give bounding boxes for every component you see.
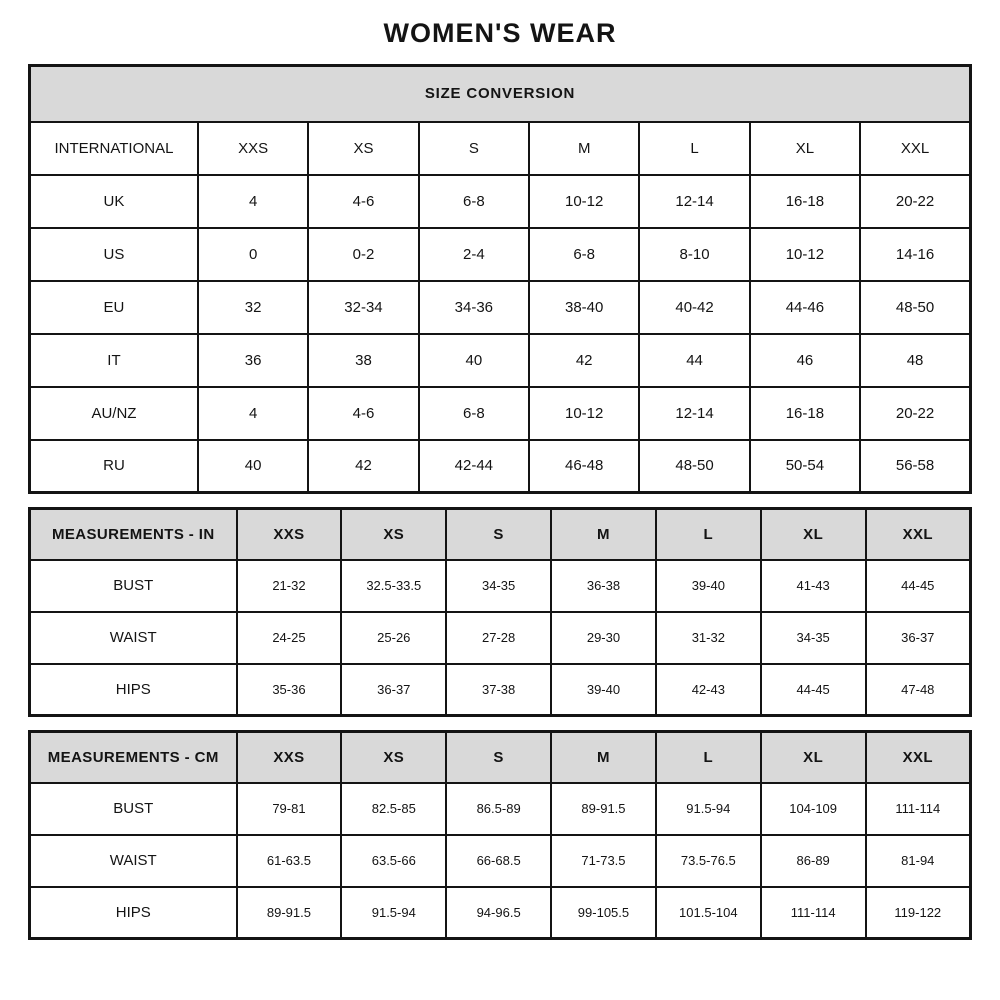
value-cell: 10-12 <box>529 175 639 228</box>
measurements-cm-table <box>28 730 972 940</box>
value-cell: M <box>529 122 639 175</box>
value-cell: 38 <box>308 334 418 387</box>
value-cell: 99-105.5 <box>551 887 656 939</box>
value-cell: 111-114 <box>761 887 866 939</box>
value-cell: 39-40 <box>551 664 656 716</box>
size-column-header: XL <box>761 732 866 783</box>
value-cell: 48 <box>860 334 970 387</box>
value-cell: 35-36 <box>237 664 342 716</box>
table-row <box>30 175 971 228</box>
table-row <box>30 835 971 887</box>
value-cell: 63.5-66 <box>341 835 446 887</box>
value-cell: 42 <box>529 334 639 387</box>
measurements-in-table <box>28 507 972 717</box>
table-row <box>30 664 971 716</box>
value-cell: 42 <box>308 440 418 493</box>
size-column-header: XS <box>341 732 446 783</box>
value-cell: 44 <box>639 334 749 387</box>
value-cell: 34-35 <box>761 612 866 664</box>
table-corner-header: MEASUREMENTS - CM <box>30 732 237 783</box>
value-cell: S <box>419 122 529 175</box>
value-cell: 37-38 <box>446 664 551 716</box>
table-row <box>30 560 971 612</box>
value-cell: 6-8 <box>419 175 529 228</box>
value-cell: 56-58 <box>860 440 970 493</box>
value-cell: 101.5-104 <box>656 887 761 939</box>
value-cell: 29-30 <box>551 612 656 664</box>
value-cell: 27-28 <box>446 612 551 664</box>
row-label-cell: HIPS <box>30 664 237 716</box>
row-label-cell: EU <box>30 281 198 334</box>
value-cell: 46-48 <box>529 440 639 493</box>
value-cell: 40 <box>198 440 308 493</box>
value-cell: 0-2 <box>308 228 418 281</box>
size-column-header: XXL <box>866 732 971 783</box>
value-cell: 42-44 <box>419 440 529 493</box>
value-cell: 6-8 <box>529 228 639 281</box>
value-cell: 4-6 <box>308 175 418 228</box>
size-conversion-header: SIZE CONVERSION <box>30 66 971 122</box>
value-cell: 44-45 <box>866 560 971 612</box>
value-cell: 111-114 <box>866 783 971 835</box>
value-cell: XL <box>750 122 860 175</box>
value-cell: 8-10 <box>639 228 749 281</box>
size-column-header: M <box>551 509 656 560</box>
value-cell: 50-54 <box>750 440 860 493</box>
value-cell: 32.5-33.5 <box>341 560 446 612</box>
value-cell: 4-6 <box>308 387 418 440</box>
value-cell: 86.5-89 <box>446 783 551 835</box>
value-cell: 79-81 <box>237 783 342 835</box>
table-row <box>30 887 971 939</box>
value-cell: 4 <box>198 175 308 228</box>
value-cell: 81-94 <box>866 835 971 887</box>
value-cell: 36-37 <box>866 612 971 664</box>
value-cell: 24-25 <box>237 612 342 664</box>
value-cell: 34-36 <box>419 281 529 334</box>
value-cell: 36-37 <box>341 664 446 716</box>
value-cell: 36-38 <box>551 560 656 612</box>
value-cell: 32-34 <box>308 281 418 334</box>
table-header-row <box>30 509 971 560</box>
value-cell: 47-48 <box>866 664 971 716</box>
row-label-cell: WAIST <box>30 612 237 664</box>
row-label-cell: AU/NZ <box>30 387 198 440</box>
value-cell: 104-109 <box>761 783 866 835</box>
row-label-cell: HIPS <box>30 887 237 939</box>
value-cell: 94-96.5 <box>446 887 551 939</box>
size-column-header: XXL <box>866 509 971 560</box>
row-label-cell: BUST <box>30 783 237 835</box>
value-cell: 82.5-85 <box>341 783 446 835</box>
value-cell: XXS <box>198 122 308 175</box>
table-row <box>30 387 971 440</box>
value-cell: 32 <box>198 281 308 334</box>
value-cell: 10-12 <box>750 228 860 281</box>
row-label-cell: WAIST <box>30 835 237 887</box>
value-cell: 10-12 <box>529 387 639 440</box>
value-cell: 25-26 <box>341 612 446 664</box>
table-row <box>30 440 971 493</box>
value-cell: 14-16 <box>860 228 970 281</box>
value-cell: 61-63.5 <box>237 835 342 887</box>
size-column-header: XXS <box>237 732 342 783</box>
row-label-cell: US <box>30 228 198 281</box>
row-label-cell: UK <box>30 175 198 228</box>
value-cell: 71-73.5 <box>551 835 656 887</box>
table-corner-header: MEASUREMENTS - IN <box>30 509 237 560</box>
size-column-header: L <box>656 732 761 783</box>
value-cell: 42-43 <box>656 664 761 716</box>
table-row <box>30 612 971 664</box>
value-cell: 20-22 <box>860 387 970 440</box>
size-column-header: XL <box>761 509 866 560</box>
table-row <box>30 783 971 835</box>
value-cell: 0 <box>198 228 308 281</box>
value-cell: XXL <box>860 122 970 175</box>
value-cell: 12-14 <box>639 387 749 440</box>
value-cell: 36 <box>198 334 308 387</box>
value-cell: 89-91.5 <box>237 887 342 939</box>
value-cell: 2-4 <box>419 228 529 281</box>
value-cell: 48-50 <box>639 440 749 493</box>
row-label-cell: INTERNATIONAL <box>30 122 198 175</box>
value-cell: L <box>639 122 749 175</box>
table-row <box>30 281 971 334</box>
value-cell: 66-68.5 <box>446 835 551 887</box>
value-cell: 21-32 <box>237 560 342 612</box>
value-cell: 39-40 <box>656 560 761 612</box>
value-cell: 6-8 <box>419 387 529 440</box>
value-cell: XS <box>308 122 418 175</box>
row-label-cell: BUST <box>30 560 237 612</box>
value-cell: 89-91.5 <box>551 783 656 835</box>
table-row <box>30 228 971 281</box>
value-cell: 73.5-76.5 <box>656 835 761 887</box>
size-conversion-table <box>28 64 972 494</box>
value-cell: 12-14 <box>639 175 749 228</box>
size-column-header: XS <box>341 509 446 560</box>
value-cell: 34-35 <box>446 560 551 612</box>
page-title: WOMEN'S WEAR <box>383 18 617 48</box>
value-cell: 44-45 <box>761 664 866 716</box>
value-cell: 119-122 <box>866 887 971 939</box>
value-cell: 41-43 <box>761 560 866 612</box>
size-column-header: XXS <box>237 509 342 560</box>
value-cell: 16-18 <box>750 387 860 440</box>
value-cell: 91.5-94 <box>656 783 761 835</box>
value-cell: 40-42 <box>639 281 749 334</box>
value-cell: 4 <box>198 387 308 440</box>
table-row <box>30 122 971 175</box>
value-cell: 91.5-94 <box>341 887 446 939</box>
value-cell: 20-22 <box>860 175 970 228</box>
size-column-header: L <box>656 509 761 560</box>
value-cell: 31-32 <box>656 612 761 664</box>
value-cell: 16-18 <box>750 175 860 228</box>
table-header-row <box>30 732 971 783</box>
size-column-header: S <box>446 509 551 560</box>
table-header-row <box>30 66 971 122</box>
size-column-header: S <box>446 732 551 783</box>
value-cell: 40 <box>419 334 529 387</box>
value-cell: 48-50 <box>860 281 970 334</box>
value-cell: 38-40 <box>529 281 639 334</box>
table-row <box>30 334 971 387</box>
value-cell: 46 <box>750 334 860 387</box>
row-label-cell: IT <box>30 334 198 387</box>
row-label-cell: RU <box>30 440 198 493</box>
size-column-header: M <box>551 732 656 783</box>
value-cell: 86-89 <box>761 835 866 887</box>
value-cell: 44-46 <box>750 281 860 334</box>
